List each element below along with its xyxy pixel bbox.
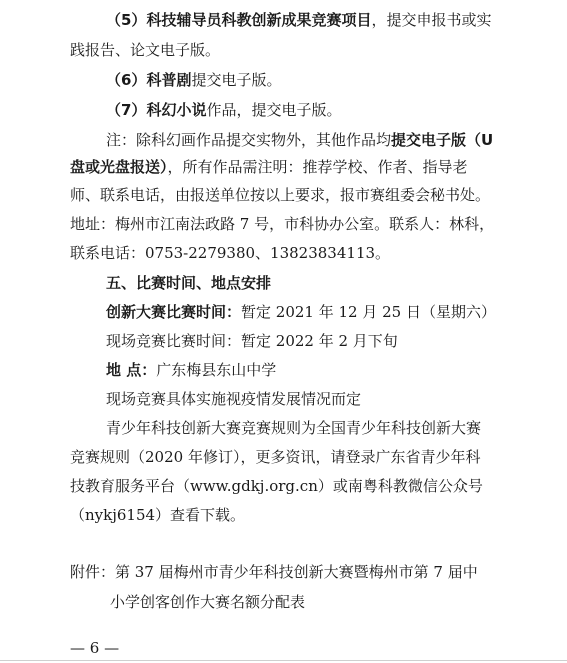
rules-line-3: 技教育服务平台（www.gdkj.org.cn）或南粤科教微信公众号 xyxy=(70,477,483,495)
location-value: 广东梅县东山中学 xyxy=(156,361,277,379)
attachment-line-1: 附件：第 37 届梅州市青少年科技创新大赛暨梅州市第 7 届中 xyxy=(70,563,478,581)
section-heading: 五、比赛时间、地点安排 xyxy=(106,274,272,292)
contest-time-line xyxy=(106,302,496,322)
item-5-title: 科技辅导员科教创新成果竞赛项目 xyxy=(146,11,372,29)
attachment-line-2: 小学创客创作大赛名额分配表 xyxy=(110,593,306,611)
item-7-text: 作品，提交电子版。 xyxy=(206,101,342,119)
rules-line-2: 竞赛规则（2020 年修订），更多资讯，请登录广东省青少年科 xyxy=(70,448,481,466)
phone-line: 联系电话：0753-2279380、13823834113。 xyxy=(70,244,391,262)
location-label: 地 点： xyxy=(106,361,157,379)
item-7-line xyxy=(106,100,341,120)
note-text: 注：除科幻画作品提交实物外，其他作品均 xyxy=(106,131,392,149)
note-line-1 xyxy=(106,130,493,150)
note-line-2 xyxy=(70,157,468,177)
item-7-title: 科幻小说 xyxy=(146,101,207,119)
item-6-title: 科普剧 xyxy=(146,71,192,89)
note-bold-cont: 盘或光盘报送） xyxy=(70,158,168,176)
location-line xyxy=(106,360,276,380)
item-5-line xyxy=(106,10,491,30)
contest-time-label: 创新大赛比赛时间： xyxy=(106,303,242,321)
item-5-number: （5） xyxy=(106,11,147,29)
item-5-text: ，提交申报书或实 xyxy=(371,11,492,29)
epidemic-note: 现场竞赛具体实施视疫情发展情况而定 xyxy=(106,390,362,408)
rules-line-4: （nykj6154）查看下载。 xyxy=(70,506,246,524)
note-bold: 提交电子版（U xyxy=(391,131,494,149)
contest-time-value: 暂定 2021 年 12 月 25 日（星期六） xyxy=(241,303,496,321)
item-6-line xyxy=(106,70,281,90)
item-6-text: 提交电子版。 xyxy=(191,71,282,89)
item-5-cont: 践报告、论文电子版。 xyxy=(70,41,221,59)
rules-line-1: 青少年科技创新大赛竞赛规则为全国青少年科技创新大赛 xyxy=(106,419,482,437)
item-7-number: （7） xyxy=(106,101,147,119)
bottom-divider xyxy=(0,660,567,661)
item-6-number: （6） xyxy=(106,71,147,89)
note-line-3: 师、联系电话，由报送单位按以上要求，报市赛组委会秘书处。 xyxy=(70,186,491,204)
onsite-time-line: 现场竞赛比赛时间：暂定 2022 年 2 月下旬 xyxy=(106,332,398,350)
address-line: 地址：梅州市江南法政路 7 号，市科协办公室。联系人：林科， xyxy=(70,215,495,233)
page-number: — 6 — xyxy=(70,639,120,657)
note-text-cont: ，所有作品需注明：推荐学校、作者、指导老 xyxy=(167,158,468,176)
